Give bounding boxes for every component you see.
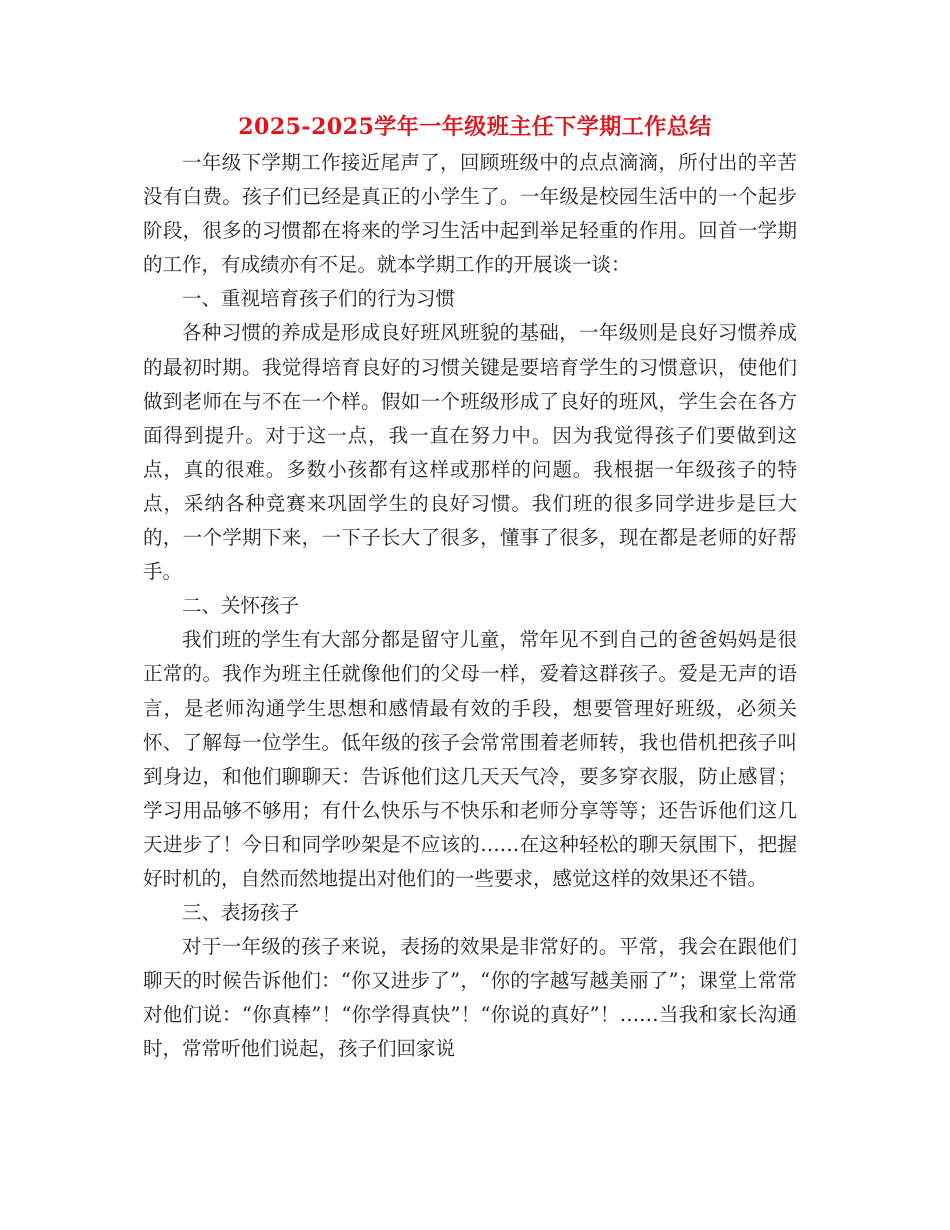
paragraph-care: 我们班的学生有大部分都是留守儿童，常年见不到自己的爸爸妈妈是很正常的。我作为班主任就像他们的父母一样，爱着这群孩子。爱是无声的语言，是老师沟通学生思想和感情最有效的手段，想要管理好班级，必须关怀、了解每一位学生。低年级的孩子会常常围着老师转，我也借机把孩子叫到身边，和他们聊聊天：告诉他们这几天天气冷，要多穿衣服，防止感冒；学习用品够不够用；有什么快乐与不快乐和老师分享等等；还告诉他们这几天进步了！今日和同学吵架是不应该的……在这种轻松的聊天氛围下，把握好时机的，自然而然地提出对他们的一些要求，感觉这样的效果还不错。: [143, 628, 797, 890]
section-heading-3: 三、表扬孩子: [182, 901, 300, 925]
document-body: [143, 146, 797, 1067]
document-title: 2025-2025学年一年级班主任下学期工作总结: [238, 114, 712, 140]
paragraph-praise: 对于一年级的孩子来说，表扬的效果是非常好的。平常，我会在跟他们聊天的时候告诉他们：“你又进步了”，“你的字越写越美丽了”；课堂上常常对他们说：“你真棒”！“你学得真快”！“你说的真好”！……当我和家长沟通时，常常听他们说起，孩子们回家说: [143, 935, 797, 1061]
paragraph-habits: 各种习惯的养成是形成良好班风班貌的基础，一年级则是良好习惯养成的最初时期。我觉得培育良好的习惯关键是要培育学生的习惯意识，使他们做到老师在与不在一个样。假如一个班级形成了良好的班风，学生会在各方面得到提升。对于这一点，我一直在努力中。因为我觉得孩子们要做到这点，真的很难。多数小孩都有这样或那样的问题。我根据一年级孩子的特点，采纳各种竞赛来巩固学生的良好习惯。我们班的很多同学进步是巨大的，一个学期下来，一下子长大了很多，懂事了很多，现在都是老师的好帮手。: [143, 321, 797, 584]
section-heading-1: 一、重视培育孩子们的行为习惯: [182, 287, 456, 311]
section-heading-2: 二、关怀孩子: [182, 594, 300, 618]
paragraph-intro: 一年级下学期工作接近尾声了，回顾班级中的点点滴滴，所付出的辛苦没有白费。孩子们已经是真正的小学生了。一年级是校园生活中的一个起步阶段，很多的习惯都在将来的学习生活中起到举足轻重的作用。回首一学期的工作，有成绩亦有不足。就本学期工作的开展谈一谈：: [143, 151, 797, 277]
